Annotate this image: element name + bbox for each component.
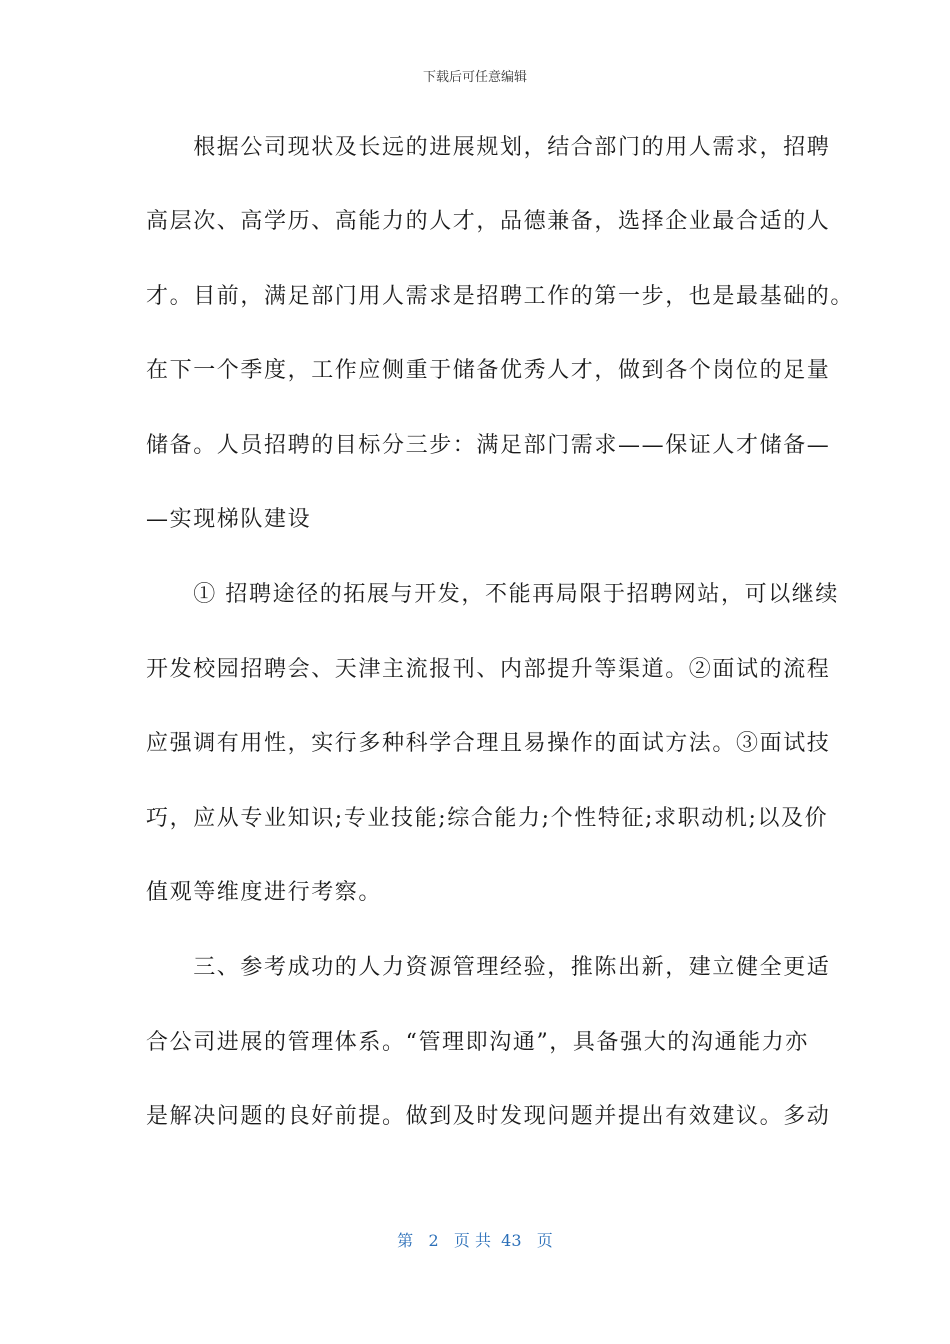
text-line: 三、参考成功的人力资源管理经验，推陈出新，建立健全更适 <box>146 955 831 980</box>
footer-suffix: 页 <box>536 1231 553 1250</box>
footer-middle: 页 共 <box>453 1231 491 1250</box>
text-line: 值观等维度进行考察。 <box>146 880 383 905</box>
text-line: 巧，应从专业知识;专业技能;综合能力;个性特征;求职动机;以及价 <box>146 806 829 831</box>
current-page-number: 2 <box>428 1231 439 1250</box>
page-footer <box>0 1228 950 1251</box>
text-line: 根据公司现状及长远的进展规划，结合部门的用人需求，招聘 <box>146 135 831 160</box>
total-pages: 43 <box>501 1231 522 1250</box>
text-line: —实现梯队建设 <box>146 507 312 532</box>
text-line: 才。目前，满足部门用人需求是招聘工作的第一步，也是最基础的。 <box>146 284 855 309</box>
page-header: 下载后可任意编辑 <box>422 70 527 85</box>
footer-prefix: 第 <box>397 1231 414 1250</box>
text-line: 是解决问题的良好前提。做到及时发现问题并提出有效建议。多动 <box>146 1104 831 1129</box>
text-line: 在下一个季度，工作应侧重于储备优秀人才，做到各个岗位的足量 <box>146 358 831 383</box>
text-line: 合公司进展的管理体系。“管理即沟通”，具备强大的沟通能力亦 <box>146 1030 809 1055</box>
text-line: 储备。人员招聘的目标分三步：满足部门需求——保证人才储备— <box>146 433 831 458</box>
text-line: 开发校园招聘会、天津主流报刊、内部提升等渠道。②面试的流程 <box>146 657 831 682</box>
text-line: ① 招聘途径的拓展与开发，不能再局限于招聘网站，可以继续 <box>146 582 839 607</box>
text-line: 应强调有用性，实行多种科学合理且易操作的面试方法。③面试技 <box>146 731 831 756</box>
text-line: 高层次、高学历、高能力的人才，品德兼备，选择企业最合适的人 <box>146 209 831 234</box>
